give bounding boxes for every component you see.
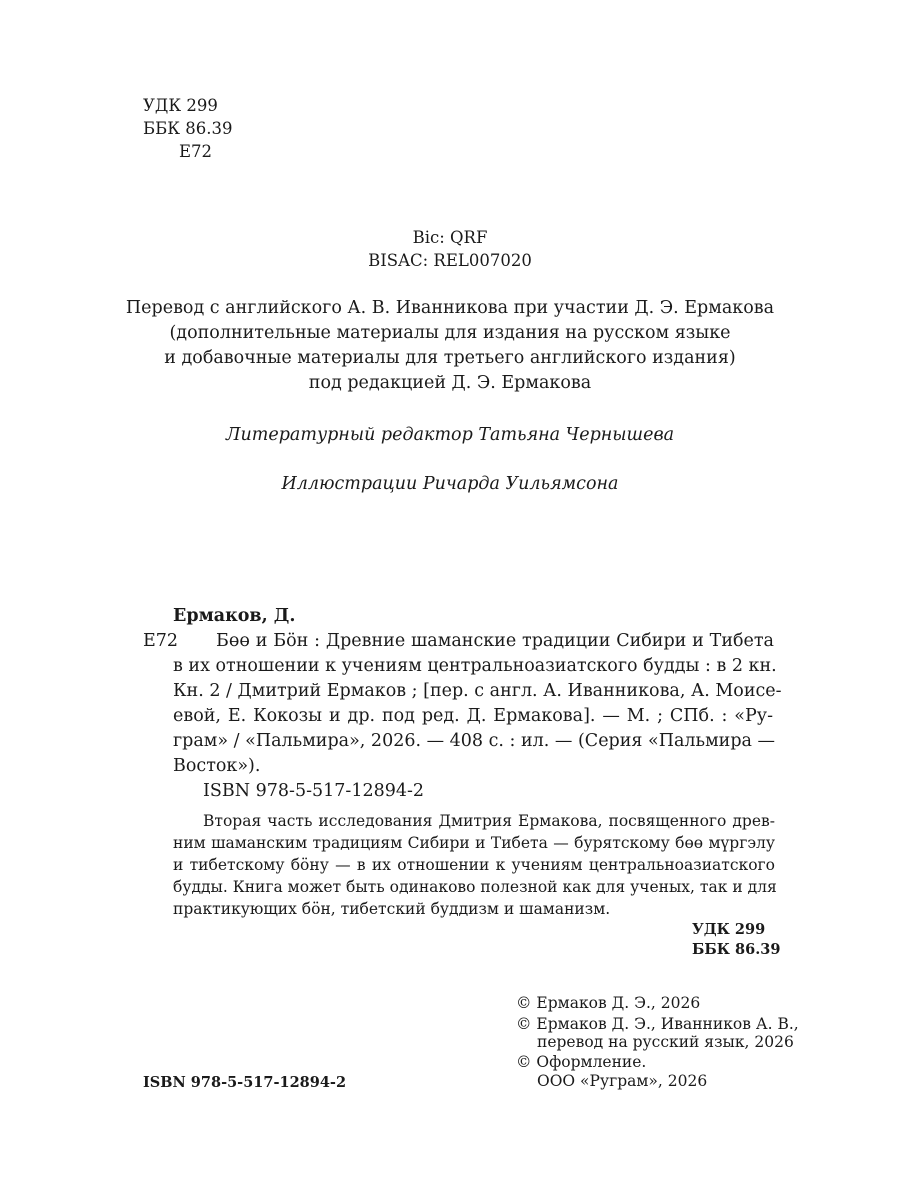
annotation-line: и тибетскому бӧну — в их отношении к учениям центральноазиатского	[173, 856, 775, 874]
bisac-code: BISAC: REL007020	[368, 251, 532, 270]
illustrations-credit: Иллюстрации Ричарда Уильямсона	[281, 474, 619, 494]
copyright-line: перевод на русский язык, 2026	[537, 1033, 794, 1051]
catalog-line: Бөө и Бӧн : Древние шаманские традиции Сибири и Тибета	[216, 631, 774, 651]
catalog-author-mark: Е72	[143, 631, 179, 651]
bbk-code: ББК 86.39	[143, 119, 233, 138]
catalog-isbn: ISBN 978-5-517-12894-2	[203, 781, 425, 801]
footer-isbn: ISBN 978-5-517-12894-2	[143, 1074, 347, 1091]
catalog-line: грам» / «Пальмира», 2026. — 408 с. : ил. — (Серия «Пальмира —	[173, 731, 776, 751]
annotation-line: Вторая часть исследования Дмитрия Ермакова, посвященного древ-	[203, 812, 775, 830]
udk-code: УДК 299	[143, 96, 218, 115]
catalog-line: евой, Е. Кокозы и др. под ред. Д. Ермакова]. — М. ; СПб. : «Ру-	[173, 706, 773, 726]
credit-line: под редакцией Д. Э. Ермакова	[308, 373, 592, 393]
bic-code: Bic: QRF	[412, 228, 488, 247]
literary-editor: Литературный редактор Татьяна Чернышева	[225, 425, 675, 445]
catalog-line: в их отношении к учениям центральноазиатского будды : в 2 кн.	[173, 656, 777, 676]
catalog-line: Кн. 2 / Дмитрий Ермаков ; [пер. с англ. А. Иванникова, А. Моисе-	[173, 681, 782, 701]
annotation-line: ним шаманским традициям Сибири и Тибета — бурятскому бөө мүргэлу	[173, 834, 775, 852]
copyright-line: © Ермаков Д. Э., 2026	[516, 994, 701, 1012]
credit-line: Перевод с английского А. В. Иванникова при участии Д. Э. Ермакова	[125, 298, 775, 318]
catalog-udk: УДК 299	[692, 921, 766, 938]
annotation-line: практикующих бӧн, тибетский буддизм и шаманизм.	[173, 900, 611, 918]
annotation-line: будды. Книга может быть одинаково полезной как для ученых, так и для	[173, 878, 777, 896]
copyright-line: © Ермаков Д. Э., Иванников А. В.,	[516, 1015, 799, 1033]
author-mark: Е72	[179, 142, 213, 161]
credit-line: и добавочные материалы для третьего английского издания)	[164, 348, 736, 368]
catalog-author-heading: Ермаков, Д.	[173, 606, 296, 626]
catalog-bbk: ББК 86.39	[692, 941, 781, 958]
copyright-line: © Оформление.	[516, 1053, 647, 1071]
copyright-line: ООО «Руграм», 2026	[537, 1072, 708, 1090]
credit-line: (дополнительные материалы для издания на русском языке	[169, 323, 731, 343]
catalog-line: Восток»).	[173, 756, 261, 776]
